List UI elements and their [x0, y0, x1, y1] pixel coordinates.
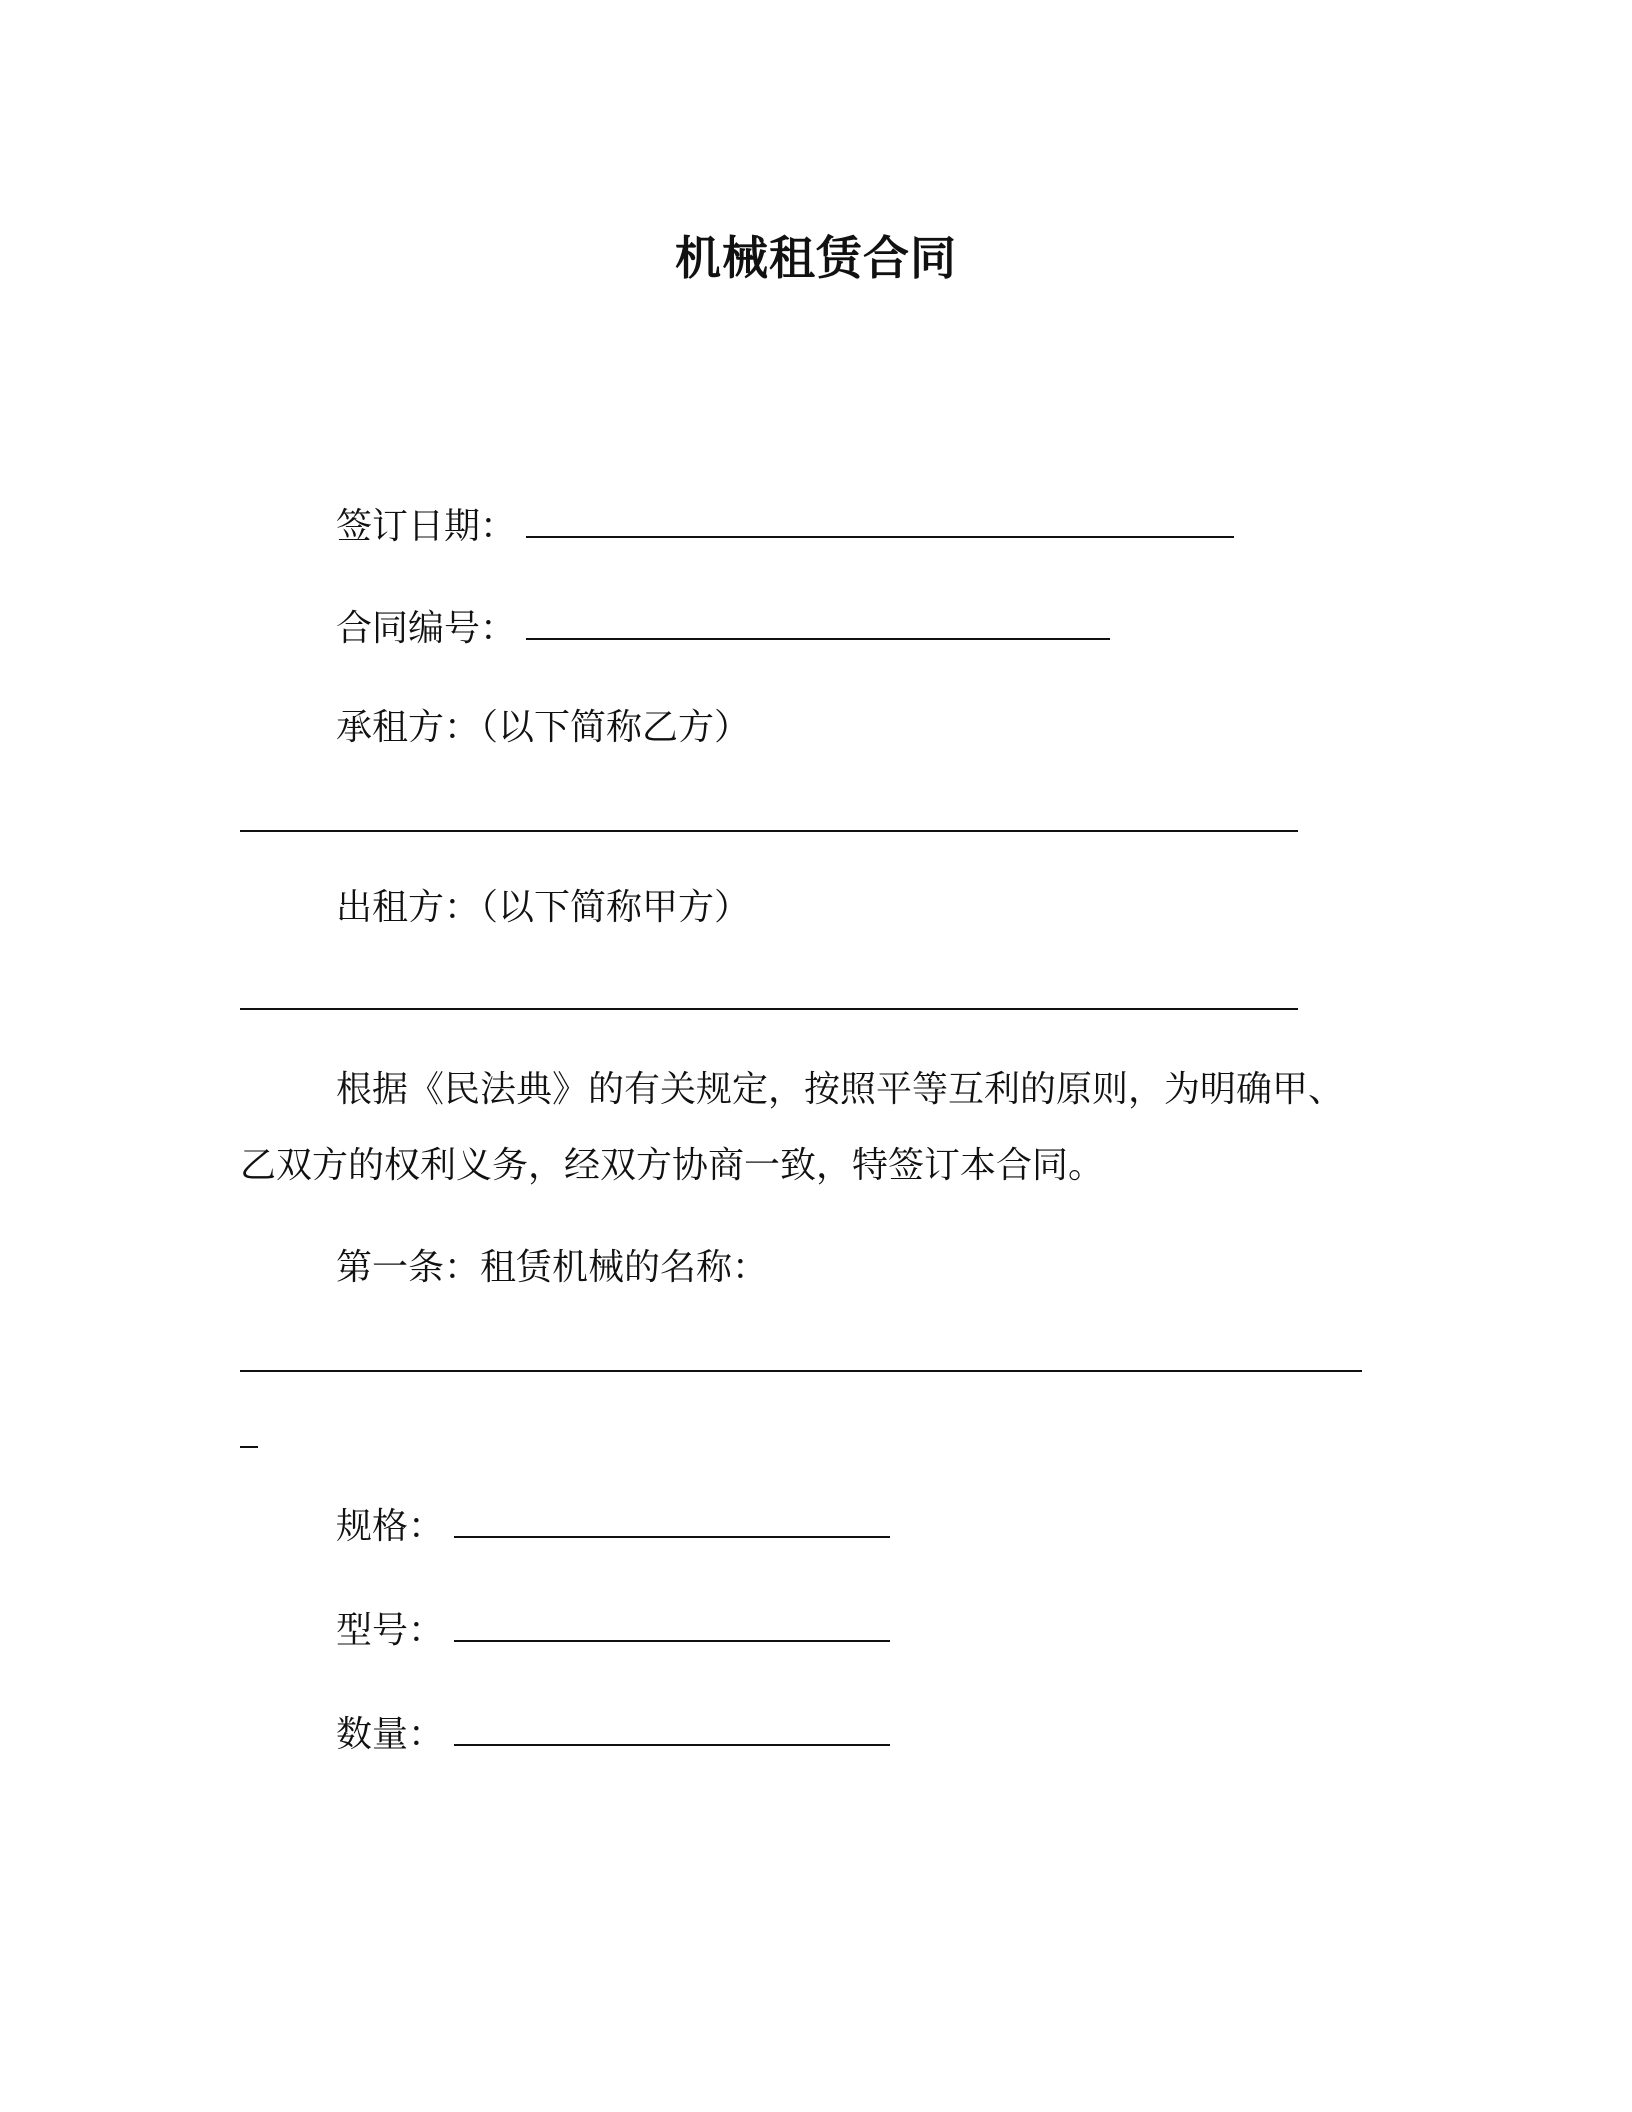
intro-line-1: 根据《民法典》的有关规定，按照平等互利的原则，为明确甲、	[336, 1069, 1345, 1110]
model-row	[336, 1606, 890, 1655]
lessor-row	[336, 884, 750, 932]
quantity-label: 数量：	[336, 1714, 445, 1755]
contract-no-label: 合同编号：	[336, 608, 517, 649]
lessee-label: 承租方：（以下简称乙方）	[336, 707, 751, 748]
quantity-blank	[454, 1710, 890, 1746]
sign-date-blank	[526, 502, 1234, 538]
article-1-row	[336, 1244, 768, 1292]
lessor-label: 出租方：（以下简称甲方）	[336, 887, 751, 928]
intro-line-2: 乙双方的权利义务，经双方协商一致，特签订本合同。	[240, 1145, 1105, 1186]
article-1-blank-line	[240, 1370, 1362, 1372]
sign-date-row	[336, 502, 1234, 551]
quantity-row	[336, 1710, 890, 1759]
model-blank	[454, 1606, 890, 1642]
lessee-blank-line	[240, 830, 1298, 832]
article-1-label: 第一条：租赁机械的名称：	[336, 1247, 769, 1288]
spec-blank	[454, 1502, 890, 1538]
contract-no-row	[336, 604, 1110, 653]
lessee-row	[336, 704, 750, 752]
model-label: 型号：	[336, 1610, 445, 1651]
article-1-blank-line-tail	[240, 1446, 258, 1448]
sign-date-label: 签订日期：	[336, 506, 517, 547]
document-title: 机械租赁合同	[675, 231, 957, 285]
spec-row	[336, 1502, 890, 1551]
spec-label: 规格：	[336, 1506, 445, 1547]
lessor-blank-line	[240, 1008, 1298, 1010]
contract-no-blank	[526, 604, 1110, 640]
